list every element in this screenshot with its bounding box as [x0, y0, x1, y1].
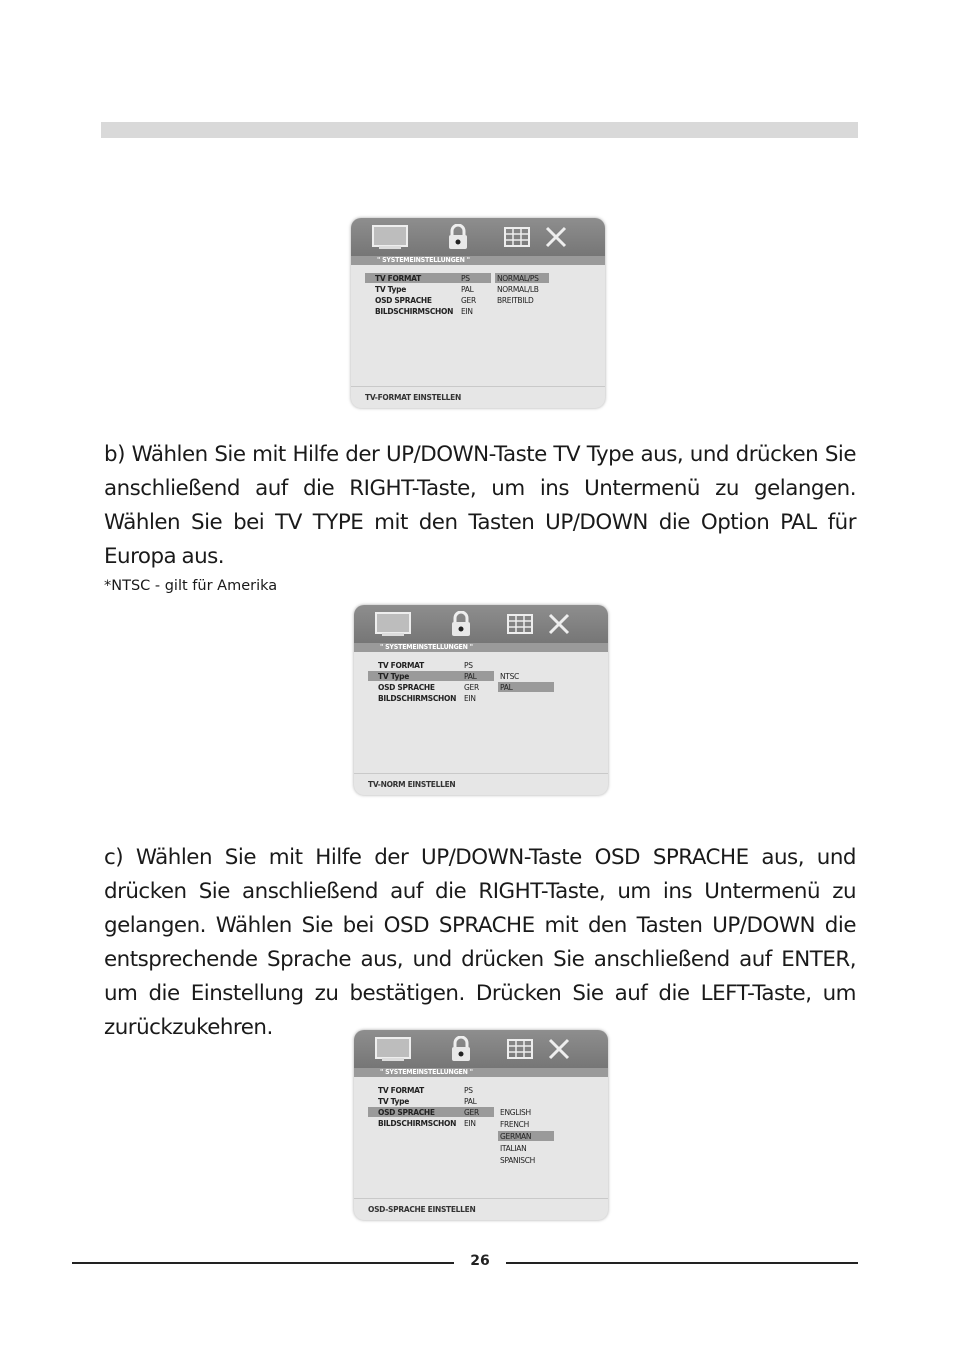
menu-row[interactable] [354, 1118, 608, 1129]
row-value: GER [464, 683, 479, 692]
submenu-option[interactable]: GERMAN [500, 1132, 532, 1141]
osd-screenshot-osd-sprache [354, 1030, 608, 1220]
close-icon [546, 611, 572, 637]
page-number: 26 [470, 1253, 490, 1269]
row-value: PAL [464, 1097, 477, 1106]
row-label: BILDSCHIRMSCHON [375, 307, 454, 316]
row-label: TV Type [378, 672, 410, 681]
submenu-option[interactable]: NTSC [500, 672, 519, 681]
grid-icon [503, 224, 531, 250]
menu-row[interactable] [354, 682, 608, 693]
menu-row[interactable] [354, 1107, 608, 1118]
row-label: BILDSCHIRMSCHON [378, 1119, 457, 1128]
row-label: OSD SPRACHE [375, 296, 432, 305]
lock-icon [450, 1036, 472, 1062]
row-label: TV Type [375, 285, 407, 294]
menu-footer-hint: OSD-SPRACHE EINSTELLEN [368, 1205, 476, 1214]
footer-divider [354, 1198, 608, 1199]
monitor-icon [374, 611, 414, 637]
lock-icon [450, 611, 472, 637]
footer-rule-right [506, 1262, 858, 1264]
menu-row[interactable] [354, 693, 608, 704]
submenu-option[interactable]: NORMAL/LB [497, 285, 539, 294]
ntsc-note: *NTSC - gilt für Amerika [104, 578, 278, 594]
menu-footer-hint: TV-NORM EINSTELLEN [368, 780, 456, 789]
footer-rule-left [72, 1262, 454, 1264]
lock-icon [447, 224, 469, 250]
monitor-icon [371, 224, 411, 250]
submenu-option[interactable]: ENGLISH [500, 1108, 531, 1117]
paragraph-b: b) Wählen Sie mit Hilfe der UP/DOWN-Taste TV Type aus, und drücken Sie anschließend auf die RIGHT-Taste, um ins Untermenü zu gelangen. Wählen Sie bei TV TYPE mit den Tasten UP/DOWN die Option PAL für Europa aus. [104, 442, 856, 569]
close-icon [543, 224, 569, 250]
row-value: EIN [461, 307, 473, 316]
monitor-icon [374, 1036, 414, 1062]
row-label: OSD SPRACHE [378, 683, 435, 692]
footer-divider [351, 386, 605, 387]
footer-divider [354, 773, 608, 774]
row-label: TV Type [378, 1097, 410, 1106]
row-value: EIN [464, 1119, 476, 1128]
menu-row[interactable] [354, 671, 608, 682]
close-icon [546, 1036, 572, 1062]
submenu-option[interactable]: NORMAL/PS [497, 274, 539, 283]
row-value: PAL [461, 285, 474, 294]
menu-header-title: " SYSTEMEINSTELLUNGEN " [377, 256, 470, 264]
submenu-option[interactable]: BREITBILD [497, 296, 534, 305]
menu-row[interactable] [351, 306, 605, 317]
menu-row[interactable] [354, 1096, 608, 1107]
grid-icon [506, 611, 534, 637]
osd-screenshot-tv-type [354, 605, 608, 795]
row-label: BILDSCHIRMSCHON [378, 694, 457, 703]
menu-header-title: " SYSTEMEINSTELLUNGEN " [380, 643, 473, 651]
row-label: OSD SPRACHE [378, 1108, 435, 1117]
row-value: PS [461, 274, 470, 283]
menu-header-title: " SYSTEMEINSTELLUNGEN " [380, 1068, 473, 1076]
row-value: PS [464, 661, 473, 670]
grid-icon [506, 1036, 534, 1062]
menu-row[interactable] [354, 1085, 608, 1096]
osd-icon-bar [351, 218, 605, 256]
menu-row[interactable] [351, 295, 605, 306]
submenu-option[interactable]: PAL [500, 683, 513, 692]
osd-icon-bar [354, 1030, 608, 1068]
menu-row[interactable] [351, 273, 605, 284]
row-value: GER [461, 296, 476, 305]
row-label: TV FORMAT [375, 274, 421, 283]
osd-screenshot-tv-format [351, 218, 605, 408]
row-value: PS [464, 1086, 473, 1095]
row-value: EIN [464, 694, 476, 703]
menu-row[interactable] [351, 284, 605, 295]
osd-icon-bar [354, 605, 608, 643]
row-label: TV FORMAT [378, 661, 424, 670]
submenu-option[interactable]: FRENCH [500, 1120, 529, 1129]
row-value: PAL [464, 672, 477, 681]
menu-row[interactable] [354, 660, 608, 671]
paragraph-c: c) Wählen Sie mit Hilfe der UP/DOWN-Taste OSD SPRACHE aus, und drücken Sie anschließend auf die RIGHT-Taste, um ins Untermenü zu gelangen. Wählen Sie bei OSD SPRACHE mit den Tasten UP/DOWN die entsprechende Sprache aus, und drücken Sie anschließend auf ENTER, um die Einstellung zu bestätigen. Drücken Sie auf die LEFT-Taste, um zurückzukehren. [104, 845, 856, 1040]
menu-footer-hint: TV-FORMAT EINSTELLEN [365, 393, 461, 402]
row-label: TV FORMAT [378, 1086, 424, 1095]
submenu-option[interactable]: SPANISCH [500, 1156, 535, 1165]
row-value: GER [464, 1108, 479, 1117]
submenu-option[interactable]: ITALIAN [500, 1144, 527, 1153]
top-header-bar [101, 122, 858, 138]
